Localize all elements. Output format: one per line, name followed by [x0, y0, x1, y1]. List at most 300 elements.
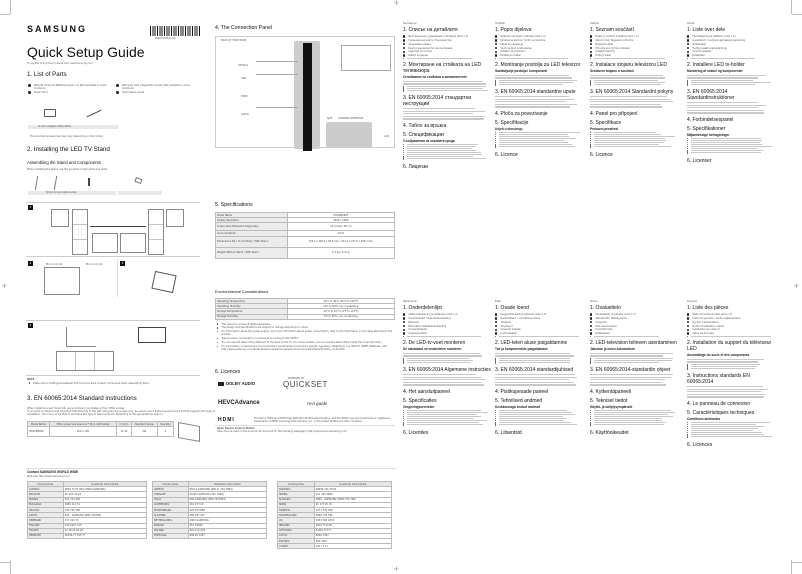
- sub-heading: Käyttö- ja säilytysympäristö: [590, 404, 633, 409]
- table-row: BELGIUM 02-201-24-18: [28, 492, 147, 497]
- sub-heading: Provozní prostředí: [590, 126, 619, 131]
- table-row: Sound (Output) 20 W: [216, 231, 395, 236]
- crop-mark: [0, 562, 10, 563]
- list-item: Andmekaabel: [495, 332, 583, 335]
- language-column: [590, 22, 678, 159]
- contact-table-1: [27, 481, 147, 539]
- stand-leg-illustration: [51, 209, 69, 227]
- registration-mark-icon: ✛: [394, 566, 400, 573]
- list-item: Vodič za brzo postavljanje: [495, 47, 583, 50]
- env-table: [215, 298, 395, 320]
- section-heading: 2. Installation du support du téléviseur LED: [687, 340, 772, 353]
- text-line: [687, 107, 758, 108]
- sub-heading: Montering af sokkel og komponenter: [687, 69, 743, 74]
- sub-heading: De standaard en onderdelen monteren: [403, 347, 462, 352]
- list-item: Virtajohto: [590, 321, 678, 324]
- sub-heading: Sestavení stojanu a součástí: [590, 69, 634, 74]
- ci-label: CI Card Adapter Data Cable: [28, 125, 118, 129]
- section-heading: 6. Licence: [590, 151, 613, 158]
- text-line: [495, 379, 569, 380]
- list-item: Podatkovni kabel: [495, 54, 583, 57]
- section-heading: 6. Licences: [687, 441, 713, 448]
- step-number: 4: [29, 323, 32, 327]
- text-line: [403, 113, 473, 114]
- list-item: Дистанционно управление и батерии (AAA x 2): [403, 35, 491, 38]
- screw-icon: [88, 178, 90, 186]
- section-heading: 1. Popis dijelova: [495, 27, 532, 34]
- text-line: [590, 355, 663, 356]
- text-line: [403, 353, 480, 354]
- list-item: Záruční list / Regulační příručka: [590, 39, 678, 42]
- text-line: [590, 101, 673, 102]
- section-heading: 6. Licence: [495, 151, 518, 158]
- detail-boxes: [56, 351, 114, 371]
- step-4-panel: [26, 320, 200, 376]
- port-label-usb: USB: [241, 77, 246, 80]
- tv-assembled-illustration: [92, 233, 118, 253]
- parts-list: [28, 83, 198, 95]
- port-lead: [256, 61, 298, 62]
- list-item: Beknopte installatiehandleiding: [403, 325, 491, 328]
- section-heading: 2. LED-television telineen asentaminen: [590, 340, 677, 347]
- table-row: POLAND 801-172-678: [153, 528, 267, 533]
- section-heading: 3. EN 60065:2014-standardin ohjeet: [590, 366, 671, 373]
- text-line: [590, 374, 673, 375]
- table-row: LATVIA 8000-7267: [278, 533, 392, 538]
- step-detail-panels: [148, 209, 164, 255]
- contact-table-2: [152, 481, 267, 539]
- step-number: 3: [121, 261, 124, 265]
- list-item: Toitejuhe: [495, 321, 583, 324]
- en60065-text: When installing a wall mount kit, we recommend you fasten all four VESA screws. If you want to install a wall mount kit that attaches to the wall using two top screws only, be sure to use a Samsung wall mount kit that supports this type of installation. (You may not be able to purchase this type of wall mount kit, depending on the geographical region.): [27, 407, 215, 417]
- divider: [117, 259, 118, 297]
- table-row: MONTENEGRO 020 405 888: [153, 507, 267, 512]
- text-line: [687, 110, 764, 111]
- port-strip: [294, 41, 320, 149]
- sub-heading: Sastavljanje postolja i komponenti: [495, 69, 548, 74]
- sub-heading: Omgevingsvereisten: [403, 404, 435, 409]
- section-heading-connection: 4. The Connection Panel: [215, 25, 273, 31]
- table-row: LUXEMBURG 261 03 710: [153, 502, 267, 507]
- list-item: [403, 158, 491, 159]
- dolby-audio-logo: DOLBY AUDIO: [218, 381, 255, 386]
- list-item: [495, 362, 583, 363]
- table-header: Quantity: [157, 422, 173, 427]
- port-zoom-box: [341, 45, 391, 71]
- list-item: You can see the label rating attached to the back of the TV. (For some models, you can see the label rating inside the cover terminal.): [217, 341, 397, 344]
- list-item: Napájecí kabel: [590, 43, 678, 46]
- section-heading: 4. Pistikupesade paneel: [495, 388, 549, 395]
- screw-label: M4 x L14 (x4): [86, 263, 103, 266]
- list-item: [403, 362, 491, 363]
- section-heading: 5. Спецификации: [403, 131, 444, 138]
- page-title: Quick Setup Guide: [27, 44, 145, 60]
- table-header: Country/Area: [278, 482, 315, 487]
- sub-heading: Сглобяване на стойката и компонентите: [403, 75, 467, 80]
- text-line: [403, 116, 485, 117]
- list-item: [590, 336, 678, 337]
- section-heading: 5. Tehnilised andmed: [495, 397, 543, 404]
- screw-label: M4 x L14 (x4): [46, 263, 63, 266]
- list-item: Kiirjuhend: [495, 325, 583, 328]
- contact-table-3: [277, 481, 392, 549]
- text-line: [495, 355, 574, 356]
- text-line: [687, 359, 764, 360]
- text-line: [687, 389, 768, 390]
- list-item: [403, 424, 491, 425]
- list-item: CI-Card-adapter: [687, 50, 775, 53]
- list-item: Power Cord: [28, 91, 110, 94]
- text-line: [687, 105, 766, 106]
- table-row: CZECH 800 - SAMSUNG (800-726786): [28, 513, 147, 518]
- section-heading: 6. Licenser: [687, 157, 712, 164]
- table-row: BOSNIA 055 233 999: [28, 497, 147, 502]
- table-header: Model Name: [28, 422, 50, 427]
- language-column: [403, 22, 491, 171]
- list-item: [687, 84, 775, 85]
- table-row: NETHERLANDS 0900-SAMSUNG: [153, 518, 267, 523]
- barcode-text: BN68-13084A-00: [155, 37, 176, 40]
- table-row: Storage Temperature -20°C to 45°C (-4°F to 113°F): [216, 309, 395, 314]
- language-column: [590, 300, 678, 437]
- table-row: IRELAND 0818 717100: [278, 523, 392, 528]
- sub-heading: Toe ja komponentide paigaldamine: [495, 347, 548, 352]
- text-line: [590, 99, 670, 100]
- table-row: GREECE 80111-SAMSUNG (80111 726 7864): [153, 487, 267, 492]
- section-heading: 5. Specificaties: [403, 397, 437, 404]
- list-item: [590, 58, 678, 59]
- stand-parts-label-blank: [118, 191, 162, 195]
- text-line: [687, 361, 758, 362]
- tv-front-illustration: [138, 327, 166, 343]
- list-item: [403, 336, 491, 337]
- list-item: [403, 90, 491, 91]
- table-row: SWITZERLAND 0800 726 786: [278, 513, 392, 518]
- text-line: [687, 396, 764, 397]
- table-header: Customer Care Centre: [63, 482, 146, 487]
- crop-mark: [0, 14, 10, 15]
- table-row: LITHUANIA 8-800-77777: [278, 528, 392, 533]
- table-row: HG32EJ690F 100 x 100 11-13 M4 4: [28, 427, 174, 437]
- section-heading: 1. Liste des pièces: [687, 305, 729, 312]
- text-line: [590, 96, 667, 97]
- list-item: The design and specifications are subject to change without prior notice.: [217, 326, 397, 329]
- section-heading: 3. EN 60065:2014 стандартни инструкции: [403, 94, 472, 107]
- list-item: [403, 58, 491, 59]
- section-heading: 2. Instalace stojanu televizoru LED: [590, 62, 667, 69]
- text-line: [495, 353, 570, 354]
- list-item: Adaptateur de carte CI: [687, 328, 775, 331]
- port-label-ci: COMMON INTERFACE: [338, 117, 364, 120]
- text-line: [403, 81, 483, 82]
- stand-parts-label: Stand Screw Cable Guide: [28, 191, 116, 195]
- text-line: [687, 391, 761, 392]
- list-item: [495, 58, 583, 59]
- samsung-logo: SAMSUNG: [27, 24, 88, 34]
- section-heading: 5. Specifikacije: [495, 119, 529, 126]
- list-item: Datový kabel: [590, 54, 678, 57]
- connection-panel-diagram: [215, 36, 395, 148]
- list-item: Адаптер за CI Card: [403, 50, 491, 53]
- list-item: [687, 368, 775, 369]
- language-column: [687, 300, 775, 449]
- list-item: Gegevenskabel: [403, 332, 491, 335]
- table-row: SLOVENIA 080 697 267: [153, 513, 267, 518]
- table-row: CROATIA 072 726 786: [28, 507, 147, 512]
- text-line: [495, 99, 574, 100]
- table-row: SPAIN 91 175 00 15: [278, 502, 392, 507]
- table-row: SERBIA 011 321 6899: [278, 492, 392, 497]
- text-line: [403, 382, 481, 383]
- language-label: Suomi: [590, 300, 598, 303]
- table-row: ROMANIA 08008 726 78 64: [278, 487, 392, 492]
- text-line: [590, 382, 662, 383]
- section-heading: 1. Списък на детайлите: [403, 27, 458, 34]
- note-label: NOTE: [27, 378, 35, 381]
- language-column: [495, 300, 583, 437]
- list-item: [495, 84, 583, 85]
- list-item: Quick Setup Guide: [116, 91, 198, 94]
- table-header: C (mm): [117, 422, 131, 427]
- port-lead: [256, 107, 298, 108]
- sub-heading: Keskkonnaga seotud andmed: [495, 404, 541, 409]
- text-line: [687, 77, 758, 78]
- contact-website: Web site: http://www.samsung.com: [27, 475, 70, 478]
- section-heading-specs: 5. Specifications: [215, 202, 253, 208]
- section-heading: 3. Instructions standards EN 60065:2014: [687, 372, 750, 385]
- crop-mark: [10, 0, 11, 14]
- table-row: FINLAND 030-6227 515: [28, 523, 147, 528]
- list-item: Netsnoer: [403, 321, 491, 324]
- bottom-port-panel: [326, 122, 372, 148]
- text-line: [495, 104, 577, 105]
- section-heading: 6. Лицензи: [403, 163, 429, 170]
- text-line: [495, 106, 570, 107]
- port-column: [303, 43, 312, 151]
- table-header: Country/Area: [153, 482, 189, 487]
- text-line: [495, 96, 569, 97]
- section-heading: 2. Installere LED tv-holder: [687, 62, 745, 69]
- text-line: [687, 112, 764, 113]
- text-line: [590, 75, 663, 76]
- table-row: Operating Temperature 10°C to 40°C (50°F to 104°F): [216, 299, 395, 304]
- oss-title: Open Source Licence Notice: [217, 427, 255, 430]
- cable-guide-icon: [134, 177, 142, 184]
- list-item: [687, 58, 775, 59]
- section-heading: 2. Монтиране на стойката на LED телевизора: [403, 62, 482, 75]
- table-row: BULGARIA 0800 111 31: [28, 502, 147, 507]
- list-item: [687, 436, 775, 437]
- table-row: Weight Without Stand / With Stand 5.3 kg / 5.4 kg: [216, 247, 395, 258]
- list-item: [590, 84, 678, 85]
- table-row: Model Name HG32EJ690F: [216, 213, 395, 218]
- section-heading: 1. Liste over dele: [687, 27, 726, 34]
- list-item: [495, 424, 583, 425]
- crop-mark: [791, 0, 792, 14]
- list-item: [687, 152, 775, 153]
- section-heading: 1. Osade loend: [495, 305, 529, 312]
- section-heading: 6. Litsentsid: [495, 429, 522, 436]
- spec-notes: [217, 322, 397, 352]
- divider: [26, 468, 396, 469]
- section-heading: 4. Forbindelsespanel: [687, 116, 734, 123]
- text-line: [403, 118, 484, 119]
- stand-note: Make sure to distinguish between the front and back of each component when assembling them.: [29, 382, 150, 385]
- table-header: Customer Care Centre: [314, 482, 391, 487]
- section-heading: 4. Табло за връзка: [403, 122, 447, 129]
- section-heading: 1. Seznam součástí: [590, 27, 634, 34]
- table-header: Standard Screw: [131, 422, 157, 427]
- list-item: Garantikort / Lovgivningsmæssig vejledning: [687, 39, 775, 42]
- step-detail-panels: [72, 209, 88, 255]
- crop-mark: [10, 560, 11, 574]
- table-row: DENMARK 707 019 70: [28, 518, 147, 523]
- text-line: [687, 386, 763, 387]
- text-line: [590, 106, 662, 107]
- section-heading-parts: 1. List of Parts: [27, 71, 67, 78]
- barcode: [150, 26, 200, 36]
- table-row: Display Resolution 1920 x 1080: [216, 218, 395, 223]
- list-item: For information about the power supply, and more information about power consumption, refer to the information on the label attached to the product.: [217, 330, 397, 336]
- list-item: Takuukortti / Määräysopas: [590, 317, 678, 320]
- list-item: [590, 424, 678, 425]
- port-label-rj45: RJ45: [327, 117, 333, 120]
- oss-text: Open Source used in this product can be found on the following webpage. (http://opensource.samsung.com): [217, 430, 347, 433]
- list-item: Pika-asennusopas: [590, 325, 678, 328]
- sub-heading: Assemblage du socle et des composants: [687, 353, 750, 358]
- table-row: ESTONIA 800-7267: [278, 539, 392, 544]
- hdmi-logo: HDMI: [218, 417, 235, 423]
- table-row: SLOVAKIA 0800 - SAMSUNG (0800-726 786): [278, 497, 392, 502]
- quickset-logo: QUICKSET: [283, 380, 328, 389]
- list-item: Daljinski upravljač i baterije (AAA x 2): [495, 35, 583, 38]
- list-item: Гаранционна карта / Ръководство: [403, 39, 491, 42]
- list-item: Strømkabel: [687, 43, 775, 46]
- list-item: Fjernbetjening & batterier (AAA x 2): [687, 35, 775, 38]
- table-row: AUSTRIA 0800 72 67 864 (0800-SAMSUNG): [28, 487, 147, 492]
- list-item: Kabel za napajanje: [495, 43, 583, 46]
- list-item: Adapter za CI karticu: [495, 50, 583, 53]
- text-line: [495, 374, 575, 375]
- table-row: Operating Humidity 10% to 80%, non-condensing: [216, 304, 395, 309]
- list-item: Adaptér karet CI: [590, 50, 678, 53]
- env-heading: Environmental Considerations: [215, 289, 269, 294]
- language-label: Hrvatski: [495, 22, 505, 25]
- contact-heading: Contact SAMSUNG WORLD WIDE: [27, 470, 79, 474]
- text-line: [403, 384, 484, 385]
- list-item: This device is a Class B digital apparatus.: [217, 323, 397, 326]
- rovi-guide-logo: rovi guide: [307, 402, 328, 407]
- quickset-powered: POWERED BY: [288, 377, 304, 380]
- list-item: Кабел за данни: [403, 54, 491, 57]
- language-column: [495, 22, 583, 159]
- section-heading: 2. Montiranje postolja za LED televizor: [495, 62, 581, 69]
- language-label: Français: [687, 300, 697, 303]
- sub-heading: Uvjeti u okruženju: [495, 126, 523, 131]
- text-line: [590, 384, 666, 385]
- text-line: [403, 108, 475, 109]
- stand-intro: When installing the stand, use the provided components and parts.: [27, 168, 108, 171]
- section-heading: 5. Tekniset tiedot: [590, 397, 628, 404]
- list-item: Jamstvena kartica / Vodič s propisima: [495, 39, 583, 42]
- sub-heading: Conditions ambiantes: [687, 416, 721, 421]
- list-item: Dálkový ovladač a baterie (AAA x 2): [590, 35, 678, 38]
- section-heading-en60065: 3. EN 60065:2014 Standard instructions: [27, 395, 137, 402]
- sub-heading: Jalustan ja osien kokoaminen: [590, 347, 636, 352]
- hevc-advance-logo: HEVCAdvance: [218, 400, 260, 406]
- list-item: Кратко ръководство за монтиране: [403, 47, 491, 50]
- table-header: Country/Area: [28, 482, 64, 487]
- table-row: Screen Size (Measured Diagonally) 32 inches / 80 cm: [216, 223, 395, 231]
- tv-bottom-illustration: [90, 215, 146, 227]
- vesa-diagram: [178, 422, 200, 442]
- section-heading: 6. Licenties: [403, 429, 429, 436]
- hdmi-trademark-text: The terms HDMI and HDMI High-Definition Multimedia Interface, and the HDMI Logo are trademarks or registered trademarks of HDMI Licensing Administrator, Inc. in the United States and other countries.: [254, 417, 390, 424]
- section-heading: 1. Onderdelenlijst: [403, 305, 442, 312]
- sub-heading: Miljømæssige betragtninger: [687, 132, 730, 137]
- list-item: Carte de garantie / Guide réglementaire: [687, 317, 775, 320]
- tv-assembled-illustration: [120, 233, 146, 253]
- list-item: Typical power consumption is measured according to IEC 62087.: [217, 337, 397, 340]
- sub-heading: Съображения за околната среда: [403, 138, 455, 143]
- table-row: TURKEY 444 77 11: [278, 544, 392, 549]
- table-row: HUNGARY 06-80-SAMSUNG (726-7864): [153, 492, 267, 497]
- data-cable-illustration: [87, 110, 102, 117]
- text-line: [403, 374, 476, 375]
- table-row: NORWAY 815 56480: [153, 523, 267, 528]
- language-label: Nederlands: [403, 300, 417, 303]
- crop-mark: [792, 562, 802, 563]
- list-item: [590, 146, 678, 147]
- list-item: For information on Samsung's environmental commitments and product specific regulatory obligations, e.g. REACH, WEEE, Batteries, visit http://www.samsung.com/uk/aboutsamsung/samsungelectronics/corporatecitizenship/data_corner.html: [217, 345, 397, 351]
- table-header: Customer Care Centre: [188, 482, 266, 487]
- text-line: [403, 379, 485, 380]
- list-item: Warranty Card / Regulatory Guide (Not available in some locations): [116, 84, 198, 90]
- text-line: [590, 353, 673, 354]
- section-heading: 4. Ploča za povezivanje: [495, 110, 548, 117]
- table-row: GERMANY 06196 77 555 77: [28, 533, 147, 538]
- list-item: Remote Control & Batteries (AAA x 2) (Not available in some locations): [28, 84, 110, 90]
- table-row: PORTUGAL 808 20 7267: [153, 533, 267, 538]
- list-item: Hurtig opsætningsvejledning: [687, 47, 775, 50]
- section-heading: 3. EN 60065:2014 standardne upute: [495, 88, 576, 95]
- list-item: [590, 362, 678, 363]
- list-item: Kaukosäädin ja paristot (AAA x 2): [590, 313, 678, 316]
- language-label: Dansk: [687, 22, 695, 25]
- tv-stand-screws-illustration: [44, 267, 80, 295]
- list-item: CI-kaartadapter: [403, 328, 491, 331]
- registration-mark-icon: ✛: [794, 283, 800, 290]
- list-item: Datakaapeli: [590, 332, 678, 335]
- section-heading-licences: 6. Licences: [215, 369, 241, 375]
- language-column: [403, 300, 491, 437]
- dolby-icon: [218, 382, 224, 386]
- text-line: [495, 384, 576, 385]
- section-heading-stand: 2. Installing the LED TV Stand: [27, 146, 110, 153]
- port-label-audio: AUDIO: [241, 113, 249, 116]
- table-row: FRANCE 01 48 63 00 00: [28, 528, 147, 533]
- specs-table: [215, 212, 395, 259]
- text-line: [590, 77, 665, 78]
- list-item: CI-korttisovitin: [590, 328, 678, 331]
- step-number: 1: [29, 205, 32, 209]
- text-line: [495, 77, 572, 78]
- section-heading: 4. Le panneau de connexion: [687, 400, 751, 407]
- cable-guide-illustration: [66, 327, 96, 347]
- list-item: Télécommande et piles (AAA x 2): [687, 313, 775, 316]
- list-item: Kaugjuhtimispult ja patareid (AAA x 2): [495, 313, 583, 316]
- text-line: [403, 355, 482, 356]
